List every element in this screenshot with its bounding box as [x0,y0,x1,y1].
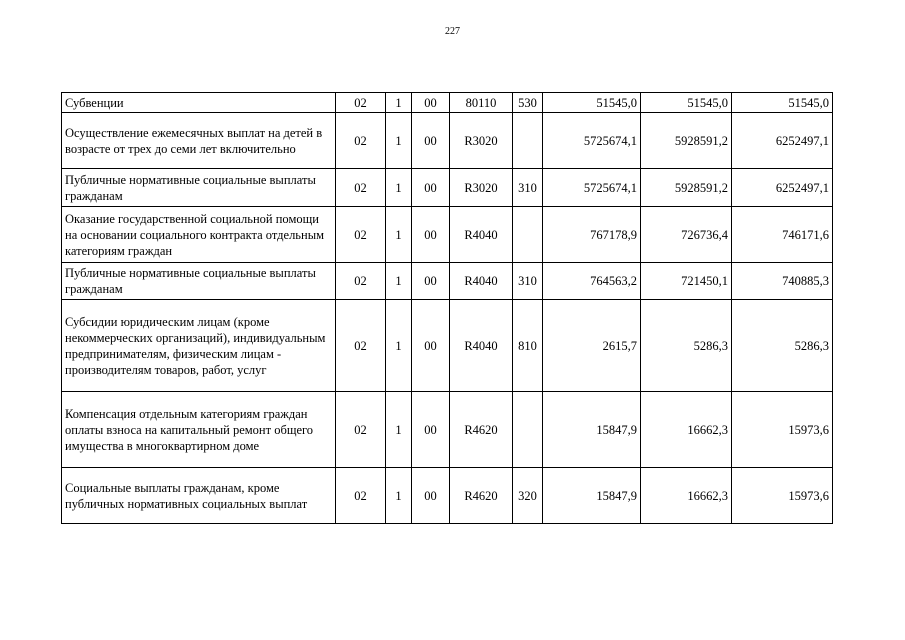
amount-year-1: 15847,9 [543,392,641,468]
table-row [62,113,833,169]
expense-kind-code: 320 [513,468,543,524]
amount-year-2: 51545,0 [641,93,732,113]
row-name: Социальные выплаты гражданам, кроме публичных нормативных социальных выплат [62,468,336,524]
target-code: 80110 [450,93,513,113]
row-name: Публичные нормативные социальные выплаты гражданам [62,263,336,300]
amount-year-1: 5725674,1 [543,113,641,169]
subprogram-code: 00 [412,468,450,524]
table-row [62,263,833,300]
expense-kind-code [513,392,543,468]
amount-year-1: 51545,0 [543,93,641,113]
expense-kind-code: 310 [513,263,543,300]
row-name: Компенсация отдельным категориям граждан оплаты взноса на капитальный ремонт общего имущества в многоквартирном доме [62,392,336,468]
target-code: R4620 [450,468,513,524]
row-name: Субвенции [62,93,336,113]
section-code: 02 [336,392,386,468]
target-code: R4040 [450,263,513,300]
amount-year-3: 6252497,1 [732,113,833,169]
row-name: Оказание государственной социальной помощи на основании социального контракта отдельным категориям граждан [62,207,336,263]
table-row [62,300,833,392]
amount-year-2: 5928591,2 [641,113,732,169]
amount-year-3: 15973,6 [732,468,833,524]
amount-year-2: 721450,1 [641,263,732,300]
amount-year-1: 15847,9 [543,468,641,524]
program-code: 1 [386,300,412,392]
amount-year-2: 16662,3 [641,392,732,468]
amount-year-2: 5286,3 [641,300,732,392]
page-number: 227 [445,26,460,37]
expense-kind-code [513,207,543,263]
subprogram-code: 00 [412,300,450,392]
budget-table [61,92,833,524]
table-row [62,93,833,113]
row-name: Осуществление ежемесячных выплат на детей в возрасте от трех до семи лет включительно [62,113,336,169]
subprogram-code: 00 [412,392,450,468]
target-code: R4040 [450,207,513,263]
subprogram-code: 00 [412,93,450,113]
program-code: 1 [386,392,412,468]
subprogram-code: 00 [412,207,450,263]
target-code: R4040 [450,300,513,392]
amount-year-3: 15973,6 [732,392,833,468]
table-row [62,169,833,207]
amount-year-3: 51545,0 [732,93,833,113]
amount-year-3: 740885,3 [732,263,833,300]
amount-year-2: 5928591,2 [641,169,732,207]
amount-year-3: 746171,6 [732,207,833,263]
amount-year-1: 764563,2 [543,263,641,300]
amount-year-1: 767178,9 [543,207,641,263]
section-code: 02 [336,207,386,263]
expense-kind-code: 310 [513,169,543,207]
program-code: 1 [386,93,412,113]
target-code: R4620 [450,392,513,468]
row-name: Публичные нормативные социальные выплаты гражданам [62,169,336,207]
target-code: R3020 [450,113,513,169]
subprogram-code: 00 [412,169,450,207]
amount-year-1: 2615,7 [543,300,641,392]
table-row [62,207,833,263]
amount-year-1: 5725674,1 [543,169,641,207]
subprogram-code: 00 [412,113,450,169]
program-code: 1 [386,468,412,524]
table-row [62,392,833,468]
amount-year-3: 6252497,1 [732,169,833,207]
subprogram-code: 00 [412,263,450,300]
expense-kind-code [513,113,543,169]
table-row [62,468,833,524]
program-code: 1 [386,263,412,300]
section-code: 02 [336,113,386,169]
program-code: 1 [386,113,412,169]
section-code: 02 [336,263,386,300]
expense-kind-code: 810 [513,300,543,392]
section-code: 02 [336,468,386,524]
section-code: 02 [336,169,386,207]
section-code: 02 [336,300,386,392]
amount-year-3: 5286,3 [732,300,833,392]
amount-year-2: 16662,3 [641,468,732,524]
program-code: 1 [386,207,412,263]
section-code: 02 [336,93,386,113]
row-name: Субсидии юридическим лицам (кроме некоммерческих организаций), индивидуальным предпринимателям, физическим лицам - производителям товаров, работ, услуг [62,300,336,392]
target-code: R3020 [450,169,513,207]
program-code: 1 [386,169,412,207]
expense-kind-code: 530 [513,93,543,113]
amount-year-2: 726736,4 [641,207,732,263]
